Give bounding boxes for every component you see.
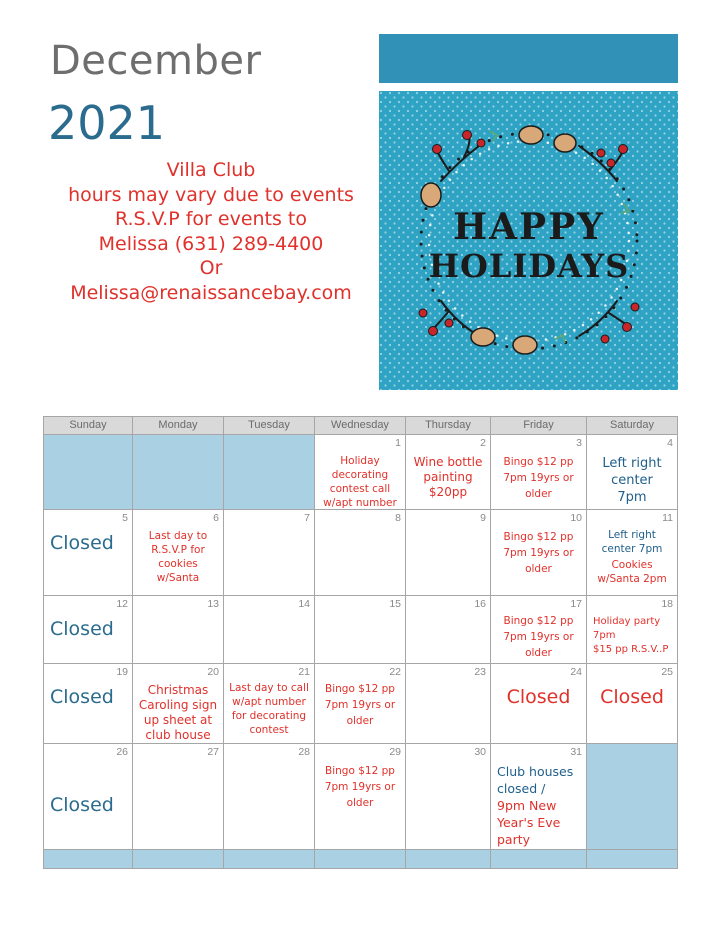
weekday-saturday: Saturday xyxy=(587,416,678,435)
empty-day-cell xyxy=(43,435,133,510)
day-number: 5 xyxy=(122,512,128,524)
day-cell-23[interactable] xyxy=(406,664,491,744)
event-text: Wine bottle painting $20pp xyxy=(413,455,483,499)
day-cell-27[interactable] xyxy=(133,744,224,850)
day-number: 16 xyxy=(474,598,486,610)
email-link[interactable]: Melissa@renaissancebay.com xyxy=(70,281,352,304)
day-cell-19[interactable] xyxy=(43,664,133,744)
day-number: 22 xyxy=(389,666,401,678)
event-text: Cookies w/Santa 2pm xyxy=(597,559,667,585)
closed-label: Closed xyxy=(50,618,114,640)
event-text: Last day to R.S.V.P for cookies w/Santa xyxy=(148,530,208,584)
year-title: 2021 xyxy=(48,96,166,150)
day-number: 25 xyxy=(661,666,673,678)
day-cell-26[interactable] xyxy=(43,744,133,850)
weekday-tuesday: Tuesday xyxy=(224,416,315,435)
day-number: 1 xyxy=(395,437,401,449)
day-number: 15 xyxy=(389,598,401,610)
weekday-thursday: Thursday xyxy=(406,416,491,435)
day-number: 23 xyxy=(474,666,486,678)
event-text: Bingo $12 pp 7pm 19yrs or older xyxy=(503,456,574,500)
calendar-week xyxy=(43,435,678,510)
day-cell-6[interactable] xyxy=(133,510,224,596)
day-number: 17 xyxy=(570,598,582,610)
day-cell-11[interactable] xyxy=(587,510,678,596)
event-text: 9pm New Year's Eve party xyxy=(497,798,561,847)
day-number: 21 xyxy=(298,666,310,678)
day-cell-24[interactable] xyxy=(491,664,587,744)
event-text: Club houses closed / xyxy=(497,764,574,796)
weekday-monday: Monday xyxy=(133,416,224,435)
day-cell-14[interactable] xyxy=(224,596,315,664)
event-text: Left right center 7pm xyxy=(601,529,663,555)
day-number: 31 xyxy=(570,746,582,758)
day-cell-18[interactable] xyxy=(587,596,678,664)
day-number: 10 xyxy=(570,512,582,524)
day-cell-5[interactable] xyxy=(43,510,133,596)
day-cell-10[interactable] xyxy=(491,510,587,596)
empty-day-cell xyxy=(587,744,678,850)
empty-day-cell xyxy=(133,435,224,510)
empty-day-cell xyxy=(224,435,315,510)
calendar-week xyxy=(43,664,678,744)
day-cell-4[interactable] xyxy=(587,435,678,510)
club-info xyxy=(50,158,372,305)
day-number: 28 xyxy=(298,746,310,758)
day-cell-12[interactable] xyxy=(43,596,133,664)
day-number: 4 xyxy=(667,437,673,449)
event-text: Bingo $12 pp 7pm 19yrs or older xyxy=(503,531,574,575)
day-number: 6 xyxy=(213,512,219,524)
calendar-footer-strip xyxy=(43,850,678,869)
weekday-wednesday: Wednesday xyxy=(315,416,406,435)
day-number: 11 xyxy=(662,512,673,524)
month-title: December xyxy=(50,38,262,84)
calendar-grid xyxy=(43,416,678,869)
day-number: 24 xyxy=(570,666,582,678)
closed-label: Closed xyxy=(50,794,114,816)
happy-holidays-image xyxy=(379,91,678,390)
day-cell-3[interactable] xyxy=(491,435,587,510)
day-cell-9[interactable] xyxy=(406,510,491,596)
day-cell-30[interactable] xyxy=(406,744,491,850)
weekday-friday: Friday xyxy=(491,416,587,435)
day-number: 9 xyxy=(480,512,486,524)
event-text: Bingo $12 pp 7pm 19yrs or older xyxy=(324,765,396,809)
day-number: 2 xyxy=(480,437,486,449)
day-cell-22[interactable] xyxy=(315,664,406,744)
day-number: 19 xyxy=(116,666,128,678)
day-cell-28[interactable] xyxy=(224,744,315,850)
day-number: 12 xyxy=(116,598,128,610)
calendar-week xyxy=(43,596,678,664)
day-cell-20[interactable] xyxy=(133,664,224,744)
day-cell-17[interactable] xyxy=(491,596,587,664)
day-cell-16[interactable] xyxy=(406,596,491,664)
closed-label: Closed xyxy=(50,532,114,554)
day-cell-1[interactable] xyxy=(315,435,406,510)
header-color-bar xyxy=(379,34,678,83)
day-number: 7 xyxy=(304,512,310,524)
event-text: Holiday decorating contest call w/apt number xyxy=(323,455,397,509)
event-text: Holiday party 7pm $15 pp R.S.V..P xyxy=(593,616,669,655)
info-line: R.S.V.P for events to xyxy=(114,208,308,230)
info-line: Or xyxy=(199,257,223,279)
closed-label: Closed xyxy=(600,686,664,708)
day-cell-15[interactable] xyxy=(315,596,406,664)
day-number: 27 xyxy=(207,746,219,758)
event-text: Left right center 7pm xyxy=(602,456,662,505)
day-cell-21[interactable] xyxy=(224,664,315,744)
day-number: 14 xyxy=(298,598,310,610)
day-number: 30 xyxy=(474,746,486,758)
info-line: Villa Club xyxy=(166,159,256,181)
info-line: hours may vary due to events xyxy=(68,183,354,206)
event-text: Bingo $12 pp 7pm 19yrs or older xyxy=(503,615,574,659)
day-number: 18 xyxy=(661,598,673,610)
calendar-week xyxy=(43,510,678,596)
closed-label: Closed xyxy=(50,686,114,708)
day-cell-31[interactable] xyxy=(491,744,587,850)
day-cell-13[interactable] xyxy=(133,596,224,664)
day-cell-29[interactable] xyxy=(315,744,406,850)
weekday-sunday: Sunday xyxy=(43,416,133,435)
day-number: 3 xyxy=(576,437,582,449)
day-number: 13 xyxy=(207,598,219,610)
day-cell-25[interactable] xyxy=(587,664,678,744)
holidays-text: HOLIDAYS xyxy=(428,247,630,285)
day-cell-7[interactable] xyxy=(224,510,315,596)
day-number: 29 xyxy=(389,746,401,758)
day-number: 8 xyxy=(395,512,401,524)
day-number: 20 xyxy=(207,666,219,678)
day-cell-2[interactable] xyxy=(406,435,491,510)
event-text: Bingo $12 pp 7pm 19yrs or older xyxy=(324,683,396,727)
happy-text: HAPPY xyxy=(453,206,605,248)
day-cell-8[interactable] xyxy=(315,510,406,596)
weekday-header xyxy=(43,416,678,435)
info-line: Melissa (631) 289-4400 xyxy=(98,232,324,255)
calendar-week xyxy=(43,744,678,850)
event-text: Christmas Caroling sign up sheet at club house xyxy=(138,683,218,742)
event-text: Last day to call w/apt number for decorating contest xyxy=(229,682,309,736)
day-number: 26 xyxy=(116,746,128,758)
closed-label: Closed xyxy=(506,686,571,708)
